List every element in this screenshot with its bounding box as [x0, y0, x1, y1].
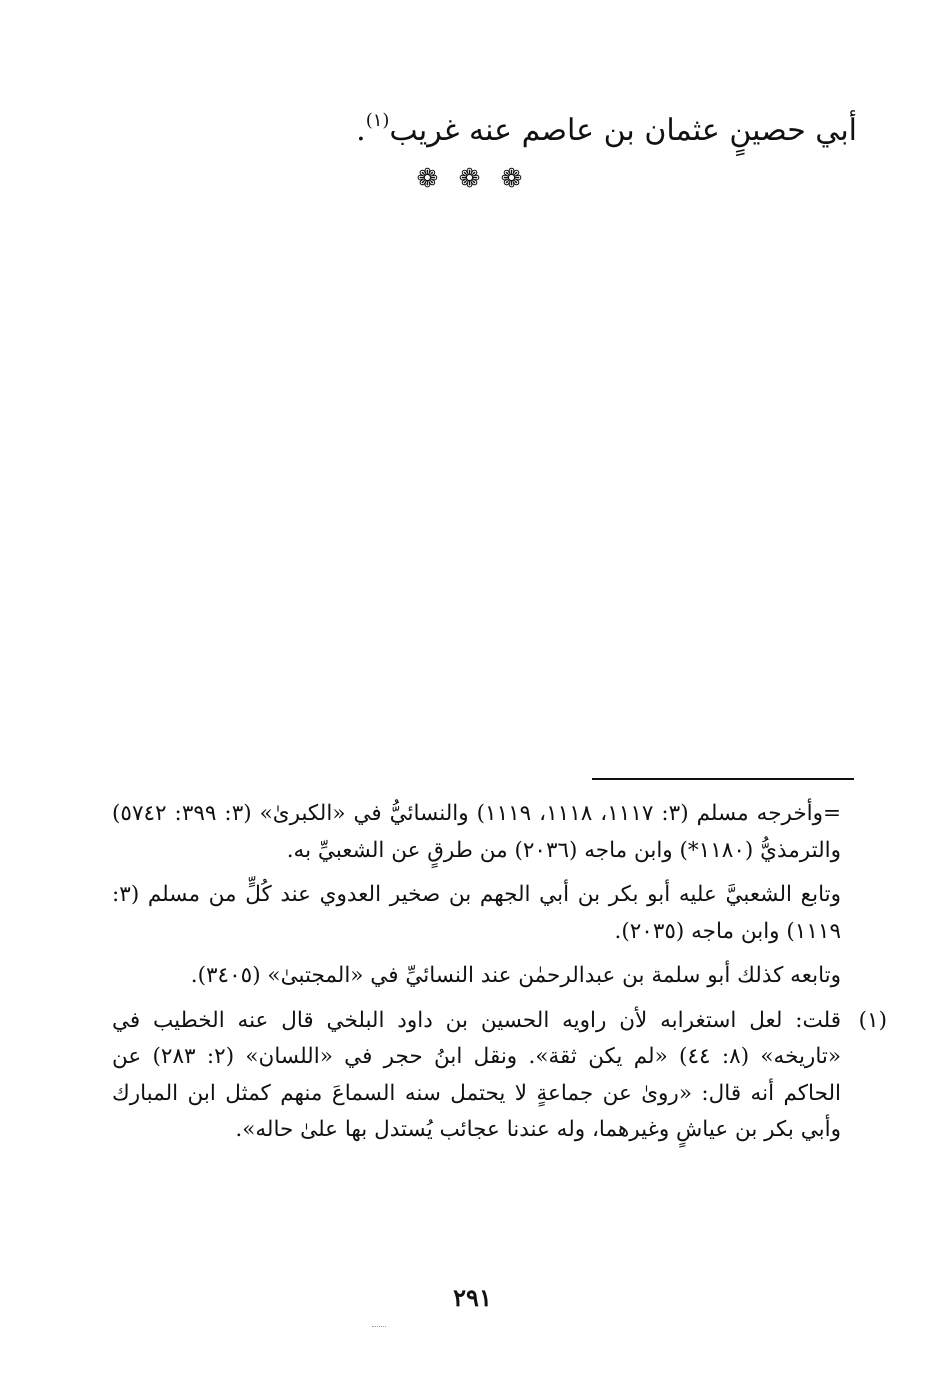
- footnotes-block: [112, 796, 887, 1149]
- main-text-end-mark: .: [356, 113, 366, 148]
- section-separator: ❁ ❁ ❁: [416, 164, 529, 194]
- footnote-continuation-paragraph: =وأخرجه مسلم (٣: ١١١٧، ١١١٨، ١١١٩) والنسائيُّ في «الكبرىٰ» (٣: ٣٩٩: ٥٧٤٢) والترمذيُّ (١١٨٠*) وابن ماجه (٢٠٣٦) من طرقٍ عن الشعبيِّ به.: [112, 801, 842, 863]
- footnote-reference: (١): [365, 110, 390, 131]
- main-text: أبي حصينٍ عثمان بن عاصم عنه غريب: [389, 113, 857, 148]
- footnote-1: [112, 1003, 887, 1149]
- footnote-continuation-paragraph: وتابع الشعبيَّ عليه أبو بكر بن أبي الجهم بن صخير العدوي عند كُلٍّ من مسلم (٣: ١١١٩) وابن ماجه (٢٠٣٥).: [112, 882, 841, 944]
- footnote-text: قلت: لعل استغرابه لأن راويه الحسين بن داود البلخي قال عنه الخطيب في «تاريخه» (٨: ٤٤) «لم يكن ثقة». ونقل ابنُ حجر في «اللسان» (٢: ٢٨٣) عن الحاكم أنه قال: «روىٰ عن جماعةٍ لا يحتمل سنه السماعَ منهم كمثل ابن المبارك وأبي بكر بن عياشٍ وغيرهما، وله عندنا عجائب يُستدل بها علىٰ حاله».: [112, 1007, 842, 1142]
- footnote-divider: [592, 778, 854, 780]
- page-number: ٢٩١: [453, 1283, 492, 1312]
- main-text-line: [88, 96, 857, 156]
- footnote-continuation-paragraph: وتابعه كذلك أبو سلمة بن عبدالرحمٰن عند النسائيِّ في «المجتبىٰ» (٣٤٠٥).: [190, 963, 841, 988]
- footnote-number: (١): [858, 1007, 887, 1033]
- scan-artifact: [372, 1326, 386, 1327]
